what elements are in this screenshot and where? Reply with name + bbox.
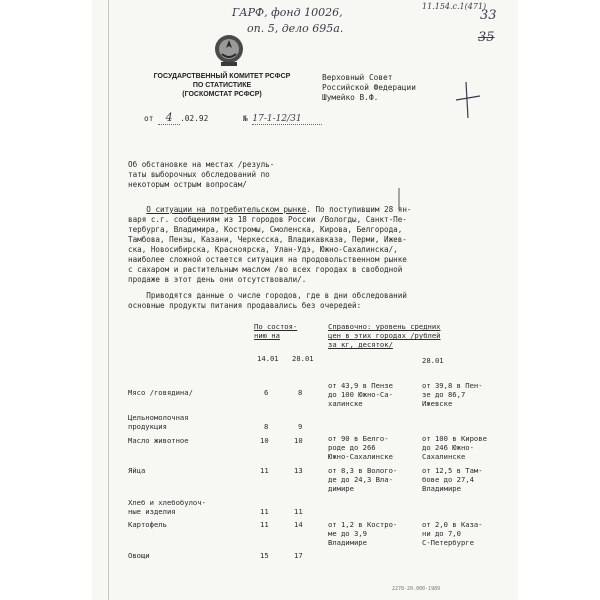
sender-line1: ГОСУДАРСТВЕННЫЙ КОМИТЕТ РСФСР <box>153 73 291 80</box>
paragraph-1-heading: О ситуации на потребительском рынке <box>146 205 307 214</box>
emblem-icon <box>212 32 246 68</box>
paragraph-2: Приводятся данные о числе городов, где в дни обследований основные продукты питания продавались без очередей: <box>128 291 407 310</box>
col-date1: 14.01 <box>257 354 279 363</box>
col-ref-header: Справочно: уровень средних цен в этих городах /рублей за кг, десяток/ <box>328 322 441 349</box>
subject-line2: таты выборочных обследований по <box>128 170 270 179</box>
col-date2-ref: 28.01 <box>422 356 444 365</box>
subject-line1: Об обстановке на местах /резуль- <box>128 160 275 169</box>
document-number: 17-1-12/31 <box>252 114 322 125</box>
date-line: от 4 .02.92 № 17-1-12/31 <box>144 113 322 125</box>
subject-block <box>128 160 274 190</box>
sender-line2: ПО СТАТИСТИКЕ <box>192 82 252 89</box>
handwritten-mark-icon <box>452 80 482 120</box>
archive-ref: 11.154.с.1(471) <box>422 2 487 11</box>
subject-line3: некоторым острым вопросам/ <box>128 180 247 189</box>
recipient-line3: Шумейко В.Ф. <box>322 93 379 102</box>
archive-note-line2: оп. 5, дело 695а. <box>247 22 344 35</box>
recipient-line1: Верховный Совет <box>322 73 393 82</box>
page-number-1: 33 <box>480 8 497 23</box>
col-date2: 28.01 <box>292 354 314 363</box>
paragraph-1: О ситуации на потребительском рынке. По поступившим 28 ян- варя с.г. сообщениям из 18 городов России /Вологды, Санкт-Пе- тербурга, Владимира, Костромы, Смоленска, Кирова, Белгорода, Тамбова, Пензы, Казани, Черкесска, Владикавказа, Перми, Ижев- ска, Новосибирска, Красноярска, Улан-Удэ, Южно-Сахалинска/, наиболее сложной остается ситуация на продовольственном рынке с сахаром и растительным маслом /во всех городах в свободной продаже в этот день они отсутствовали/. <box>128 205 412 284</box>
sender-line3: (ГОСКОМСТАТ РСФСР) <box>182 91 262 98</box>
col-state-header: По состоя- нию на <box>254 322 298 340</box>
number-label: № <box>242 114 248 123</box>
recipient-line2: Российской Федерации <box>322 83 416 92</box>
sender-block <box>132 72 312 99</box>
archive-note-line1: ГАРФ, фонд 10026, <box>232 6 343 19</box>
document-page: ГАРФ, фонд 10026, оп. 5, дело 695а. 11.154.с.1(471) 33 35 ГОСУДАРСТВЕННЫЙ КОМИТЕТ РСФСР ПО СТАТИСТИКЕ (ГОСКОМСТАТ РСФСР) Верховный Совет Российской Федерации Шумейко В.Ф. от 4 .02.92 № 17-1-12/31 Об обстановке на местах /резуль- таты выборочных обследований по некоторым острым вопросам/ О ситуации на потребительском рынке. По поступившим 28 ян- варя с.г. сообщениям из 18 городов России /Вологды, Санкт-Пе- тербурга, Владимира, Костромы, Смоленска, Кирова, Белгорода, Тамбова, Пензы, Казани, Черкесска, Владикавказа, Перми, Ижев- ска, Новосибирска, Красноярска, Улан-Удэ, Южно-Сахалинска/, наиболее сложной остается ситуация на продовольственном рынке с сахаром и растительным маслом /во всех городах в свободной продаже в этот день они отсутствовали/. Приводятся данные о числе городов, где в дни обследований основные продукты питания продавались без очередей: По состоя- нию на Справочно: уровень средних цен в этих городах /рублей за кг, десяток/ 14.01 28.01 28.01 Мясо /говядина/ 6 8 от 43,9 в Пензе до 100 Южно-Са- халинске от 39,8 в Пен- зе до 86,7 Ижевске Цельномолочная продукция 8 9 Масло животное 10 10 от 90 в Белго- роде до 266 Южно-Сахалинске от 100 в Кирове до 246 Южно- Сахалинске Яйца 11 13 от 8,3 в Волого- де до 24,3 Вла- димире от 12,5 в Там- бове до 27,4 Владимире Хлеб и хлебобулоч- ные изделия 11 11 Картофель 11 14 от 1,2 в Костро- ме до 3,9 Владимире от 2,0 в Каза- ни до 7,0 С-Петербурге Овощи 15 17 2278-20.000-1989 <box>92 0 518 600</box>
date-day: 4 <box>165 111 173 124</box>
footer-code: 2278-20.000-1989 <box>392 586 441 592</box>
date-rest: .02.92 <box>180 114 209 123</box>
page-number-2: 35 <box>478 30 495 45</box>
